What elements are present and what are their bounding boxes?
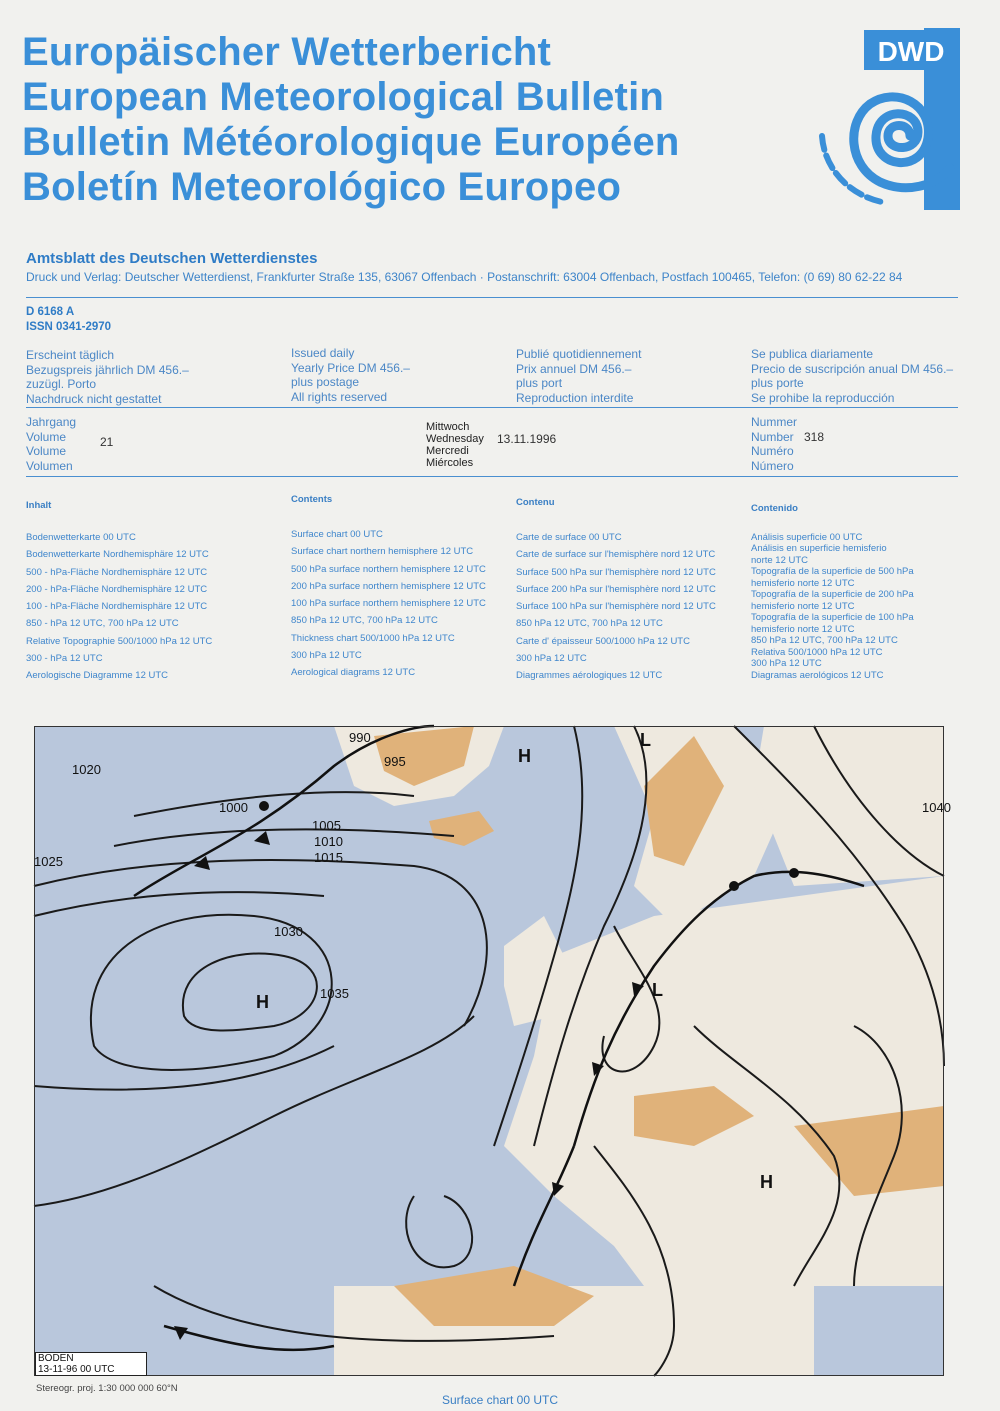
contents-item: Surface chart northern hemisphere 12 UTC xyxy=(291,546,474,558)
info-line: plus postage xyxy=(291,375,360,389)
map-caption: Surface chart 00 UTC xyxy=(441,1393,559,1407)
contents-list-fr xyxy=(516,529,716,685)
info-line: Se publica diariamente xyxy=(751,347,874,361)
info-line: Precio de suscripción anual DM 456.– xyxy=(751,361,954,376)
volume-labels xyxy=(26,415,76,473)
weekday-labels xyxy=(426,421,484,469)
map-stamp xyxy=(35,1352,147,1376)
title-german: Europäischer Wetterbericht xyxy=(22,30,552,74)
pressure-label: 1030 xyxy=(274,924,303,939)
contents-item: Carte d' épaisseur 500/1000 hPa 12 UTC xyxy=(516,635,690,647)
contents-item: 850 - hPa 12 UTC, 700 hPa 12 UTC xyxy=(26,618,179,630)
contents-item: 850 hPa 12 UTC, 700 hPa 12 UTC xyxy=(751,635,898,646)
contents-item: 300 hPa 12 UTC xyxy=(516,653,587,665)
pressure-label: 1010 xyxy=(314,834,343,849)
info-line: Yearly Price DM 456.– xyxy=(291,360,410,375)
contents-item: hemisferio norte 12 UTC xyxy=(751,623,855,635)
issue-number: 318 xyxy=(804,430,825,444)
divider xyxy=(26,476,958,477)
pressure-label: 1025 xyxy=(34,854,63,869)
info-line: plus porte xyxy=(751,376,804,390)
pressure-label: 1005 xyxy=(312,818,341,833)
contents-item: Thickness chart 500/1000 hPa 12 UTC xyxy=(291,632,455,644)
document-identifiers xyxy=(26,305,111,335)
contents-item: 850 hPa 12 UTC, 700 hPa 12 UTC xyxy=(516,618,663,630)
front-semicircle xyxy=(259,801,269,811)
contents-item: 100 hPa surface northern hemisphere 12 UTC xyxy=(291,598,486,610)
contents-item: norte 12 UTC xyxy=(751,554,809,566)
contents-item: 100 - hPa-Fläche Nordhemisphäre 12 UTC xyxy=(26,601,208,613)
contents-item: Bodenwetterkarte 00 UTC xyxy=(26,532,136,543)
contents-item: Topografía de la superficie de 500 hPa xyxy=(751,566,914,577)
contents-item: 300 hPa 12 UTC xyxy=(751,658,822,669)
contents-item: Diagramas aerológicos 12 UTC xyxy=(751,669,884,681)
info-line: All rights reserved xyxy=(291,389,388,404)
contents-item: Surface chart 00 UTC xyxy=(291,529,383,540)
contents-item: 200 - hPa-Fläche Nordhemisphäre 12 UTC xyxy=(26,583,208,595)
label: Jahrgang xyxy=(26,415,77,429)
title-english: European Meteorological Bulletin xyxy=(22,75,665,119)
info-line: zuzügl. Porto xyxy=(26,377,97,391)
contents-item: 200 hPa surface northern hemisphere 12 UTC xyxy=(291,580,486,592)
publication-info-de xyxy=(26,348,189,406)
divider xyxy=(26,407,958,408)
number-labels xyxy=(751,415,797,473)
label: Wednesday xyxy=(426,433,484,445)
stamp-line: 13-11-96 00 UTC xyxy=(38,1364,115,1375)
contents-item: Bodenwetterkarte Nordhemisphäre 12 UTC xyxy=(26,549,209,561)
contents-list-en xyxy=(291,526,486,682)
pressure-label: 1020 xyxy=(72,762,101,777)
surface-weather-map xyxy=(34,726,951,1376)
contents-item: Relativa 500/1000 hPa 12 UTC xyxy=(751,646,883,658)
contents-item: hemisferio norte 12 UTC xyxy=(751,600,855,612)
contents-list-de xyxy=(26,529,212,685)
label: Nummer xyxy=(751,415,798,429)
publication-info-fr xyxy=(516,347,641,405)
contents-list-es xyxy=(751,532,914,681)
stamp-line: BODEN xyxy=(38,1353,74,1364)
logo-text: DWD xyxy=(877,36,945,67)
label: Volume xyxy=(26,429,67,444)
projection-note: Stereogr. proj. 1:30 000 000 60°N xyxy=(36,1383,178,1394)
contents-item: Carte de surface 00 UTC xyxy=(516,532,622,543)
contents-heading-en: Contents xyxy=(291,494,333,505)
low-pressure-center: L xyxy=(652,980,663,1000)
contents-item: Surface 500 hPa sur l'hemisphère nord 12 UTC xyxy=(516,566,716,578)
contents-heading-es: Contenido xyxy=(751,503,798,514)
divider xyxy=(26,297,958,298)
pressure-label: 1015 xyxy=(314,850,343,865)
info-line: Bezugspreis jährlich DM 456.– xyxy=(26,362,189,377)
publisher-line: Druck und Verlag: Deutscher Wetterdienst, Frankfurter Straße 135, 63067 Offenbach · Postanschrift: 63004 Offenbach, Postfach 100465, Telefon: (0 69) 80 62-22 84 xyxy=(26,270,903,284)
high-pressure-center: H xyxy=(256,992,269,1012)
volume-value: 21 xyxy=(100,435,114,449)
contents-item: 500 hPa surface northern hemisphere 12 UTC xyxy=(291,563,486,575)
label: Number xyxy=(751,429,794,444)
info-line: plus port xyxy=(516,376,563,390)
contents-item: hemisferio norte 12 UTC xyxy=(751,577,855,589)
info-line: Nachdruck nicht gestattet xyxy=(26,391,162,406)
pressure-label: 1000 xyxy=(219,800,248,815)
contents-item: Surface 100 hPa sur l'hemisphère nord 12 UTC xyxy=(516,601,716,613)
issue-date: 13.11.1996 xyxy=(497,432,557,446)
contents-item: Análisis en superficie hemisferio xyxy=(751,543,887,554)
publication-info-es xyxy=(751,347,953,405)
front-semicircle xyxy=(789,868,799,878)
contents-item: 300 hPa 12 UTC xyxy=(291,650,362,662)
publication-info-en xyxy=(291,346,410,404)
info-line: Se prohibe la reproducción xyxy=(751,390,895,405)
pressure-label: 1040 xyxy=(922,800,951,815)
contents-item: Topografía de la superficie de 200 hPa xyxy=(751,589,914,600)
pressure-label: 990 xyxy=(349,730,371,745)
title-spanish: Boletín Meteorológico Europeo xyxy=(22,165,622,209)
title-french: Bulletin Météorologique Européen xyxy=(22,120,680,164)
contents-item: 300 - hPa 12 UTC xyxy=(26,653,103,665)
contents-item: Surface 200 hPa sur l'hemisphère nord 12 UTC xyxy=(516,583,716,595)
contents-item: 500 - hPa-Fläche Nordhemisphäre 12 UTC xyxy=(26,566,208,578)
info-line: Prix annuel DM 456.– xyxy=(516,361,632,376)
contents-item: 850 hPa 12 UTC, 700 hPa 12 UTC xyxy=(291,615,438,627)
contents-item: Diagrammes aérologiques 12 UTC xyxy=(516,670,663,682)
label: Volume xyxy=(26,444,67,458)
low-pressure-center: L xyxy=(640,730,651,750)
info-line: Publié quotidiennement xyxy=(516,347,642,361)
label: Miércoles xyxy=(426,457,474,469)
high-pressure-center: H xyxy=(760,1172,773,1192)
info-line: Issued daily xyxy=(291,346,355,360)
front-semicircle xyxy=(729,881,739,891)
issn: ISSN 0341-2970 xyxy=(26,321,112,333)
official-gazette-title: Amtsblatt des Deutschen Wetterdienstes xyxy=(26,250,318,267)
label: Mercredi xyxy=(426,445,469,457)
bulletin-titles xyxy=(22,30,680,210)
doc-number: D 6168 A xyxy=(26,306,75,318)
label: Numéro xyxy=(751,444,794,458)
pressure-label: 1035 xyxy=(320,986,349,1001)
pressure-label: 995 xyxy=(384,754,406,769)
contents-item: Relative Topographie 500/1000 hPa 12 UTC xyxy=(26,635,213,647)
label: Volumen xyxy=(26,458,73,473)
label: Mittwoch xyxy=(426,421,470,433)
info-line: Reproduction interdite xyxy=(516,390,634,405)
contents-item: Aerological diagrams 12 UTC xyxy=(291,667,416,679)
high-pressure-center: H xyxy=(518,746,531,766)
dwd-logo xyxy=(812,28,960,210)
contents-heading-de: Inhalt xyxy=(26,500,52,511)
contents-item: Aerologische Diagramme 12 UTC xyxy=(26,670,169,682)
info-line: Erscheint täglich xyxy=(26,348,115,362)
contents-item: Análisis superficie 00 UTC xyxy=(751,532,863,543)
contents-item: Topografía de la superficie de 100 hPa xyxy=(751,612,914,623)
contents-item: Carte de surface sur l'hemisphère nord 12 UTC xyxy=(516,549,716,561)
label: Número xyxy=(751,458,794,473)
contents-heading-fr: Contenu xyxy=(516,497,555,508)
